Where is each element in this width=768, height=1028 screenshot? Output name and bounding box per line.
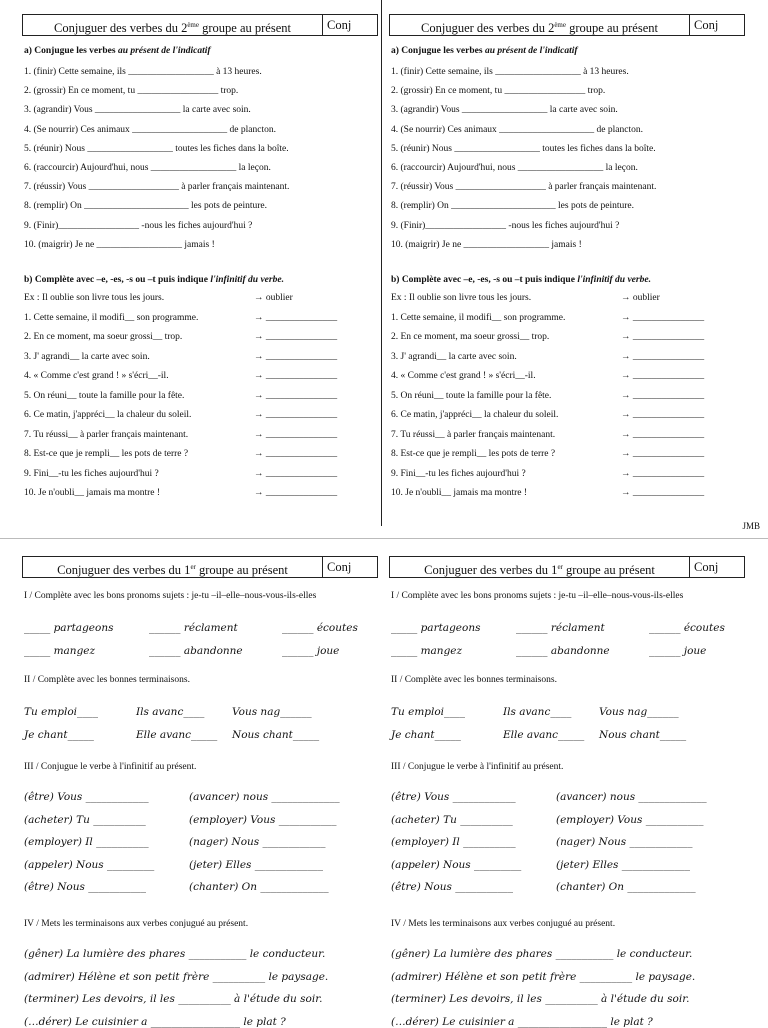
blank-item: ______ écoutes [282,622,358,634]
exercise-line [391,313,741,327]
blank-item: (avancer) nous _____________ [189,791,340,803]
blank-item: ______ abandonne [516,645,610,657]
answer-blank: → _______________ [254,449,338,459]
sentence: 10. Je n'oubli__ jamais ma montre ! [391,488,528,498]
exercise-line: (terminer) Les devoirs, il les __________ à l'étude du soir. [391,993,690,1005]
section-1-heading: I / Complète avec les bons pronoms sujets : je-tu –il–elle–nous-vous-ils-elles [24,591,317,601]
exercise-line [24,791,379,805]
answer-blank: → _______________ [621,351,705,362]
blank-item: (avancer) nous _____________ [556,791,707,803]
exercise-line [391,449,741,463]
worksheet-header [22,14,378,36]
answer-blank: → _______________ [621,488,705,498]
exercise-line: 6. (raccourcir) Aujourd'hui, nous __________________ la leçon. [391,163,638,173]
exercise-line: 8. (remplir) On ______________________ les pots de peinture. [24,201,268,212]
exercise-line [391,622,746,636]
exercise-line: 6. (raccourcir) Aujourd'hui, nous __________________ la leçon. [24,163,271,173]
blank-item: ______ abandonne [149,645,243,657]
blank-item: ______ joue [649,645,707,657]
sentence: 6. Ce matin, j'appréci__ la chaleur du soleil. [24,410,192,420]
exercise-line [24,836,379,850]
section-3-heading: III / Conjugue le verbe à l'infinitif au présent. [391,762,564,772]
exercise-line [24,859,379,873]
worksheet-2nd-group-left [22,14,382,524]
answer-blank: → _______________ [254,312,338,323]
exercise-line [24,706,379,720]
blank-item: (jeter) Elles _____________ [556,858,691,871]
exercise-line: 10. (maigrir) Je ne __________________ jamais ! [24,239,215,250]
exercise-line: 2. (grossir) En ce moment, tu _________________ trop. [24,86,239,97]
exercise-line [24,313,374,327]
blank-item: (appeler) Nous _________ [391,858,522,871]
exercise-line: (…dérer) Le cuisinier a _________________ le plat ? [24,1015,286,1028]
answer-blank: → _______________ [254,410,338,420]
blank-item: (employer) Vous ___________ [189,813,337,826]
blank-item: Elle avanc_____ [136,729,218,741]
exercise-line [391,430,741,444]
blank-item: Vous nag______ [599,706,679,718]
sentence: 5. On réuni__ toute la famille pour la fête. [24,390,185,401]
blank-item: (être) Vous ____________ [391,791,516,803]
exercise-line: (gêner) La lumière des phares ___________ le conducteur. [24,948,326,960]
subject-tag: Conj [694,18,719,32]
section-b-heading: b) Complète avec –e, -es, -s ou –t puis indique l'infinitif du verbe. [24,275,284,285]
sentence: 3. J' agrandi__ la carte avec soin. [24,351,150,362]
subject-tag: Conj [327,560,352,574]
blank-item: ______ joue [282,645,340,657]
exercise-line: (gêner) La lumière des phares ___________ le conducteur. [391,948,693,960]
blank-item: (acheter) Tu __________ [24,813,146,826]
exercise-line: 3. (agrandir) Vous __________________ la carte avec soin. [391,105,618,116]
exercise-line [24,293,374,307]
exercise-line [391,332,741,346]
exercise-line: 5. (réunir) Nous __________________ toutes les fiches dans la boîte. [24,143,289,154]
sentence: 9. Fini__-tu les fiches aujourd'hui ? [24,468,159,479]
exercise-line [24,371,374,385]
exercise-line [24,449,374,463]
blank-item: _____ partageons [24,622,114,634]
subject-tag: Conj [694,560,719,574]
author-initials: JMB [742,521,760,531]
worksheet-header [389,14,745,36]
blank-item: Je chant_____ [391,729,461,741]
exercise-line [391,410,741,424]
answer-blank: → _______________ [621,390,705,401]
exercise-line [24,430,374,444]
exercise-line [24,352,374,366]
section-2-heading: II / Complète avec les bonnes terminaisons. [24,675,190,685]
blank-item: ______ réclament [149,622,238,634]
blank-item: _____ mangez [391,645,463,657]
sentence: 7. Tu réussi__ à parler français maintenant. [24,429,189,440]
section-a-heading: a) Conjugue les verbes au présent de l'indicatif [24,46,211,56]
exercise-line [24,488,374,502]
blank-item: Nous chant_____ [599,729,687,741]
blank-item: (jeter) Elles _____________ [189,858,324,871]
sentence: 8. Est-ce que je rempli__ les pots de terre ? [391,449,556,459]
exercise-line [24,410,374,424]
exercise-line [391,352,741,366]
blank-item: (être) Vous ____________ [24,791,149,803]
blank-item: _____ mangez [24,645,96,657]
exercise-line [391,859,746,873]
section-b-heading: b) Complète avec –e, -es, -s ou –t puis indique l'infinitif du verbe. [391,275,651,285]
exercise-line [24,881,379,895]
worksheet-2nd-group-right [389,14,749,524]
sentence: 10. Je n'oubli__ jamais ma montre ! [24,488,161,498]
blank-item: (employer) Il __________ [391,836,516,848]
answer-blank: → _______________ [254,390,338,401]
blank-item: ______ réclament [516,622,605,634]
blank-item: Ils avanc____ [136,706,205,718]
sentence: 3. J' agrandi__ la carte avec soin. [391,351,517,362]
exercise-line [391,391,741,405]
answer-blank: → _______________ [621,371,705,381]
blank-item: (appeler) Nous _________ [24,858,155,871]
exercise-line [24,729,379,743]
sentence: 4. « Comme c'est grand ! » s'écri__-il. [391,371,536,381]
exercise-line: (…dérer) Le cuisinier a _________________ le plat ? [391,1015,653,1028]
blank-item: (nager) Nous ____________ [189,836,326,848]
sentence: 7. Tu réussi__ à parler français maintenant. [391,429,556,440]
section-4-heading: IV / Mets les terminaisons aux verbes conjugué au présent. [24,919,249,929]
blank-item: Ils avanc____ [503,706,572,718]
exercise-line [391,836,746,850]
worksheet-header [389,556,745,578]
exercise-line [391,488,741,502]
answer-blank: → _______________ [621,468,705,479]
blank-item: Vous nag______ [232,706,312,718]
answer-blank: → _______________ [254,468,338,479]
sentence: 1. Cette semaine, il modifi__ son programme. [24,312,199,323]
exercise-line [391,814,746,828]
answer-blank: → _______________ [254,351,338,362]
blank-item: (chanter) On _____________ [556,881,696,893]
exercise-line: 9. (Finir)_________________ -nous les fiches aujourd'hui ? [391,220,620,231]
exercise-line: 7. (réussir) Vous ___________________ à parler français maintenant. [391,182,657,193]
answer-blank: → _______________ [254,429,338,440]
sentence: Ex : Il oublie son livre tous les jours. [391,293,532,303]
exercise-line: 3. (agrandir) Vous __________________ la carte avec soin. [24,105,251,116]
exercise-line [391,791,746,805]
exercise-line [391,293,741,307]
exercise-line [391,881,746,895]
exercise-line [24,332,374,346]
blank-item: (être) Nous ___________ [24,881,146,893]
blank-item: (employer) Vous ___________ [556,813,704,826]
exercise-line: 10. (maigrir) Je ne __________________ jamais ! [391,239,582,250]
answer-blank: → _______________ [621,332,705,342]
blank-item: ______ écoutes [649,622,725,634]
sentence: 8. Est-ce que je rempli__ les pots de terre ? [24,449,189,459]
exercise-line [391,645,746,659]
blank-item: Nous chant_____ [232,729,320,741]
blank-item: (chanter) On _____________ [189,881,329,893]
exercise-line: (admirer) Hélène et son petit frère __________ le paysage. [391,970,696,983]
sentence: 9. Fini__-tu les fiches aujourd'hui ? [391,468,526,479]
exercise-line [24,645,379,659]
exercise-line [391,729,746,743]
answer-blank: → _______________ [254,371,338,381]
exercise-line [24,391,374,405]
exercise-line: 9. (Finir)_________________ -nous les fiches aujourd'hui ? [24,220,253,231]
exercise-line: 8. (remplir) On ______________________ les pots de peinture. [391,201,635,212]
exercise-line [391,469,741,483]
section-4-heading: IV / Mets les terminaisons aux verbes conjugué au présent. [391,919,616,929]
answer-blank: → _______________ [621,410,705,420]
exercise-line: 7. (réussir) Vous ___________________ à parler français maintenant. [24,182,290,193]
exercise-line [391,371,741,385]
blank-item: _____ partageons [391,622,481,634]
worksheet-title: Conjuguer des verbes du 1er groupe au présent [23,557,323,577]
blank-item: (être) Nous ___________ [391,881,513,893]
section-3-heading: III / Conjugue le verbe à l'infinitif au présent. [24,762,197,772]
worksheet-title: Conjuguer des verbes du 2ème groupe au présent [23,15,323,35]
exercise-line: 1. (finir) Cette semaine, ils __________________ à 13 heures. [391,67,629,77]
exercise-line [24,814,379,828]
exercise-line: 4. (Se nourrir) Ces animaux ____________________ de plancton. [391,124,643,135]
worksheet-1st-group-left [22,556,382,1028]
worksheet-1st-group-right [389,556,749,1028]
subject-tag: Conj [327,18,352,32]
exercise-line: 5. (réunir) Nous __________________ toutes les fiches dans la boîte. [391,143,656,154]
blank-item: (acheter) Tu __________ [391,813,513,826]
exercise-line [24,469,374,483]
answer-blank: → _______________ [621,449,705,459]
sentence: 4. « Comme c'est grand ! » s'écri__-il. [24,371,169,381]
worksheet-title: Conjuguer des verbes du 1er groupe au présent [390,557,690,577]
exercise-line: 2. (grossir) En ce moment, tu _________________ trop. [391,86,606,97]
exercise-line: (admirer) Hélène et son petit frère __________ le paysage. [24,970,329,983]
answer-blank: → oublier [254,293,293,303]
answer-blank: → _______________ [254,332,338,342]
worksheet-title: Conjuguer des verbes du 2ème groupe au présent [390,15,690,35]
answer-blank: → _______________ [621,312,705,323]
exercise-line [391,706,746,720]
cut-line [0,538,768,539]
blank-item: Tu emploi____ [24,706,99,718]
exercise-line: (terminer) Les devoirs, il les __________ à l'étude du soir. [24,993,323,1005]
sentence: 6. Ce matin, j'appréci__ la chaleur du soleil. [391,410,559,420]
section-a-heading: a) Conjugue les verbes au présent de l'indicatif [391,46,578,56]
worksheet-header [22,556,378,578]
answer-blank: → _______________ [254,488,338,498]
sentence: 2. En ce moment, ma soeur grossi__ trop. [391,332,550,342]
section-1-heading: I / Complète avec les bons pronoms sujets : je-tu –il–elle–nous-vous-ils-elles [391,591,684,601]
answer-blank: → oublier [621,293,660,303]
blank-item: Elle avanc_____ [503,729,585,741]
exercise-line: 1. (finir) Cette semaine, ils __________________ à 13 heures. [24,67,262,77]
exercise-line: 4. (Se nourrir) Ces animaux ____________________ de plancton. [24,124,276,135]
section-2-heading: II / Complète avec les bonnes terminaisons. [391,675,557,685]
blank-item: Tu emploi____ [391,706,466,718]
sentence: 2. En ce moment, ma soeur grossi__ trop. [24,332,183,342]
sentence: 5. On réuni__ toute la famille pour la fête. [391,390,552,401]
blank-item: (employer) Il __________ [24,836,149,848]
exercise-line [24,622,379,636]
blank-item: (nager) Nous ____________ [556,836,693,848]
sentence: Ex : Il oublie son livre tous les jours. [24,293,165,303]
blank-item: Je chant_____ [24,729,94,741]
answer-blank: → _______________ [621,429,705,440]
sentence: 1. Cette semaine, il modifi__ son programme. [391,312,566,323]
